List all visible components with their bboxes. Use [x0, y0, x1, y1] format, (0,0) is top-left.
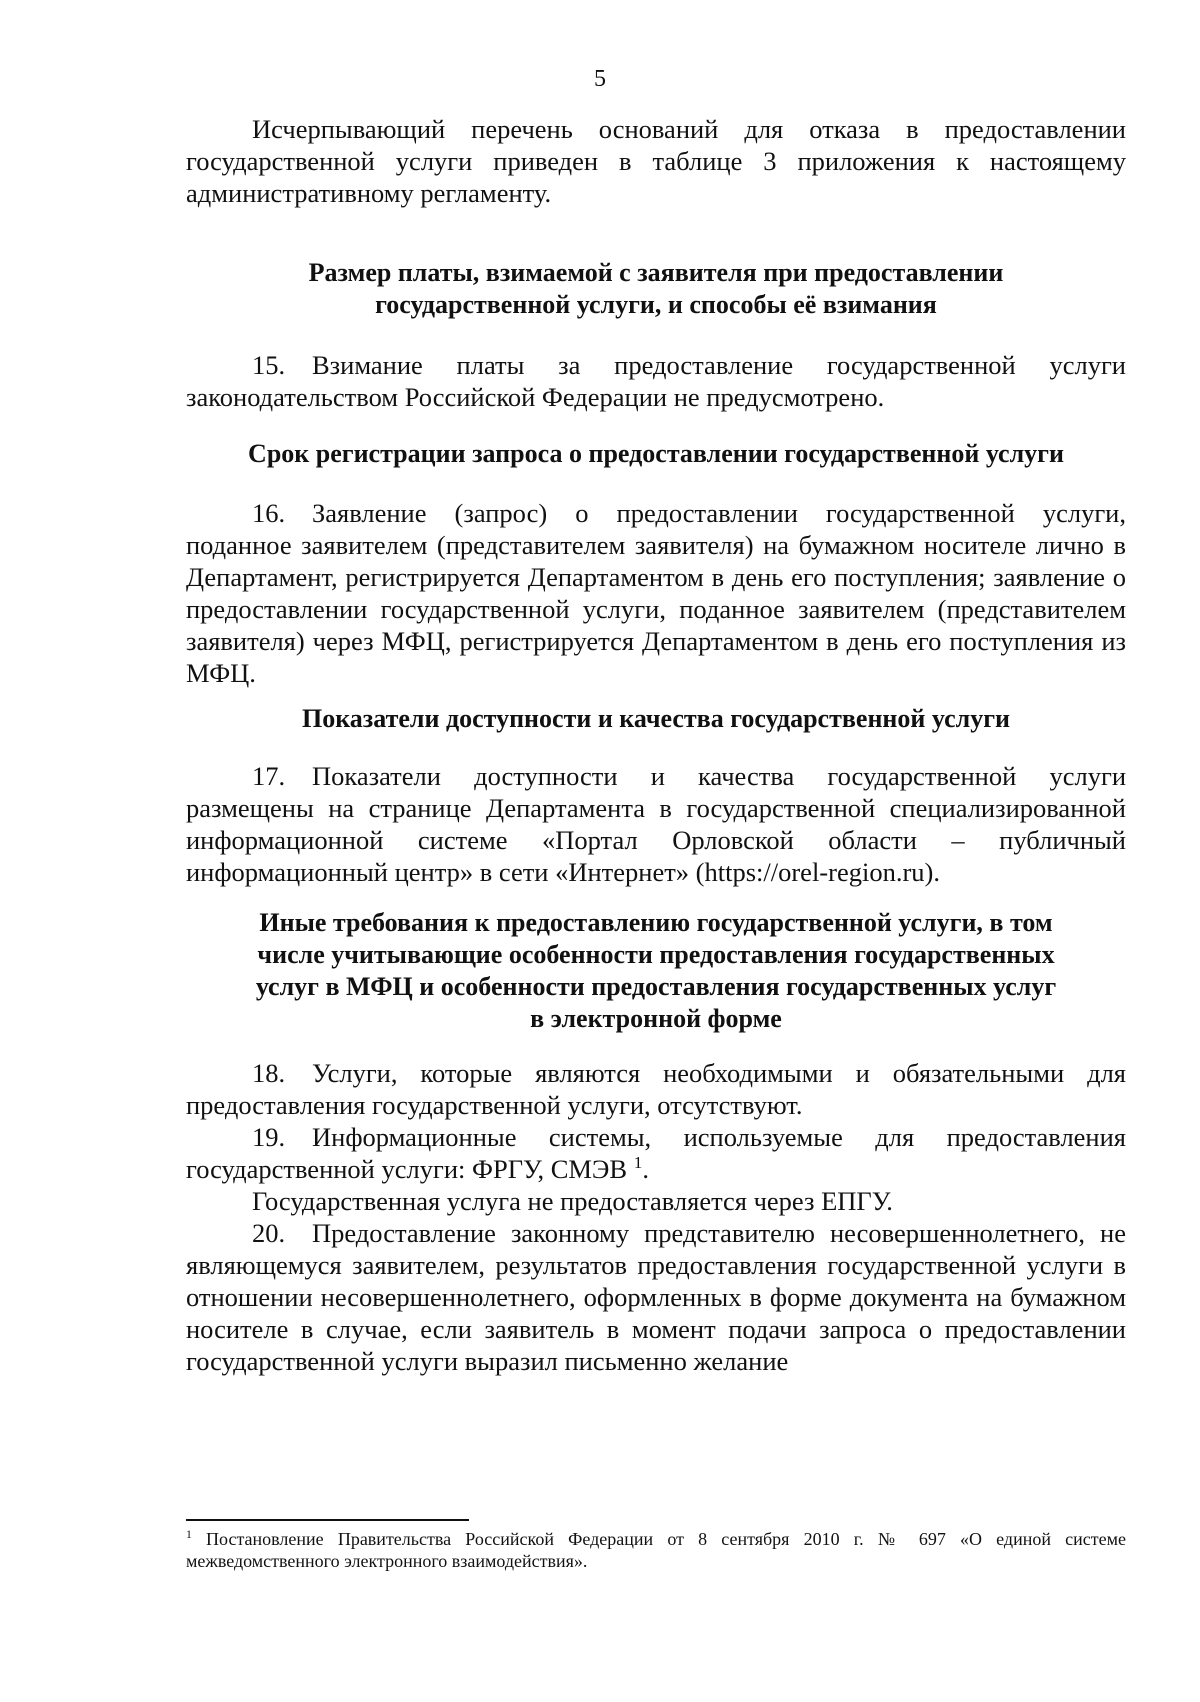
paragraph-15 — [186, 349, 1126, 413]
paragraph-17 — [186, 760, 1126, 888]
paragraph-17-number: 17. — [252, 761, 286, 791]
paragraph-16 — [186, 497, 1126, 689]
footnote-text: Постановление Правительства Российской Федерации от 8 сентября 2010 г. № 697 «О единой системе межведомственного электронного взаимодействия». — [186, 1529, 1127, 1571]
paragraph-20-number: 20. — [252, 1218, 286, 1248]
paragraph-16-text: Заявление (запрос) о предоставлении государственной услуги, поданное заявителем (представителем заявителя) на бумажном носителе лично в Департамент, регистрируется Департаментом в день его поступления; заявление о предоставлении государственной услуги, поданное заявителем (представителем заявителя) через МФЦ, регистрируется Департаментом в день его поступления из МФЦ. — [186, 498, 1126, 688]
footnote — [186, 1528, 1126, 1572]
paragraph-15-number: 15. — [252, 350, 286, 380]
heading-other-line-4: в электронной форме — [530, 1004, 782, 1033]
heading-accessibility-line: Показатели доступности и качества государственной услуги — [301, 704, 1011, 733]
paragraph-17-text: Показатели доступности и качества государственной услуги размещены на странице Департамента в государственной специализированной информационной системе «Портал Орловской области – публичный информационный центр» в сети «Интернет» (https://orel-region.ru). — [186, 761, 1126, 887]
paragraph-19 — [186, 1121, 1126, 1185]
paragraph-19-tail: . — [642, 1154, 649, 1184]
paragraph-15-text: Взимание платы за предоставление государственной услуги законодательством Российской Федерации не предусмотрено. — [186, 350, 1126, 412]
heading-other-line-2: числе учитывающие особенности предоставления государственных — [257, 940, 1055, 969]
paragraph-18 — [186, 1057, 1126, 1121]
heading-registration-line: Срок регистрации запроса о предоставлении государственной услуги — [248, 439, 1064, 468]
paragraph-intro — [186, 113, 1126, 209]
footnote-mark: 1 — [186, 1528, 192, 1541]
paragraph-20-text: Предоставление законному представителю несовершеннолетнего, не являющемуся заявителем, результатов предоставления государственной услуги в отношении несовершеннолетнего, оформленных в форме документа на бумажном носителе в случае, если заявитель в момент подачи запроса о предоставлении государственной услуги выразил письменно желание — [186, 1218, 1126, 1376]
paragraph-18-number: 18. — [252, 1058, 286, 1088]
paragraphs-18-20 — [186, 1057, 1126, 1377]
paragraph-16-number: 16. — [252, 498, 286, 528]
heading-other-requirements — [186, 907, 1126, 1035]
heading-fee-line-2: государственной услуги, и способы её взимания — [375, 290, 937, 319]
paragraph-intro-text: Исчерпывающий перечень оснований для отказа в предоставлении государственной услуги приведен в таблице 3 приложения к настоящему административному регламенту. — [186, 114, 1126, 208]
paragraph-18-text: Услуги, которые являются необходимыми и обязательными для предоставления государственной услуги, отсутствуют. — [186, 1058, 1126, 1120]
heading-accessibility — [186, 703, 1126, 735]
paragraph-19-number: 19. — [252, 1122, 286, 1152]
footnote-divider — [186, 1519, 469, 1521]
heading-other-line-1: Иные требования к предоставлению государственной услуги, в том — [259, 908, 1053, 937]
heading-fee-line-1: Размер платы, взимаемой с заявителя при предоставлении — [308, 258, 1004, 287]
heading-other-line-3: услуг в МФЦ и особенности предоставления государственных услуг — [255, 972, 1057, 1001]
paragraph-19b: Государственная услуга не предоставляется через ЕПГУ. — [252, 1186, 893, 1216]
paragraph-20 — [186, 1217, 1126, 1377]
heading-fee — [186, 257, 1126, 321]
page-number: 5 — [594, 66, 606, 92]
footnote-reference[interactable]: 1 — [633, 1153, 643, 1173]
heading-registration — [186, 438, 1126, 470]
paragraph-19-text: Информационные системы, используемые для предоставления государственной услуги: ФРГУ, СМЭВ — [186, 1122, 1126, 1184]
